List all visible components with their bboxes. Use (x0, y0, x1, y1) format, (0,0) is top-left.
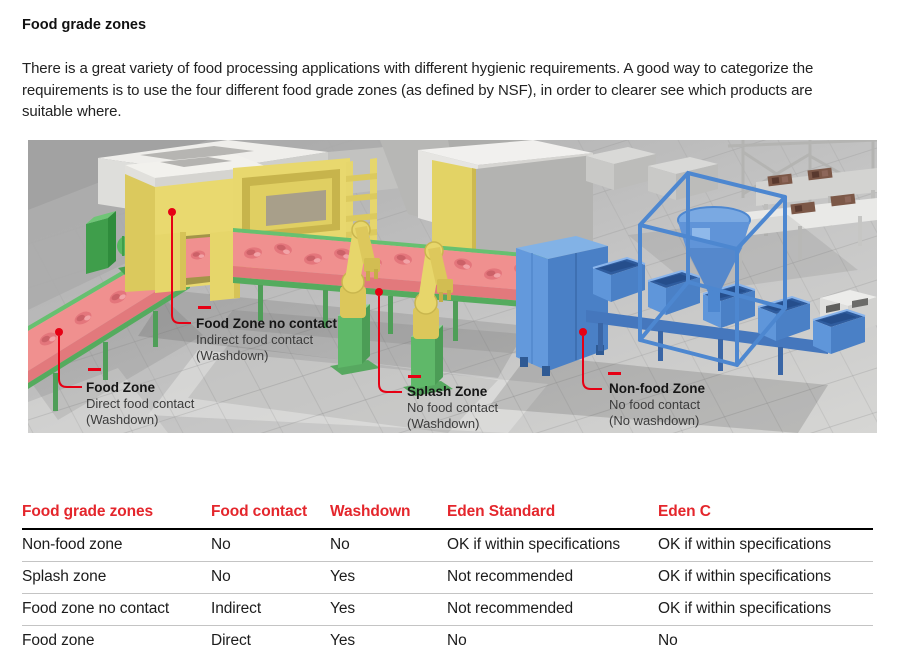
facility-figure (28, 140, 877, 433)
table-cell: Splash zone (22, 562, 211, 594)
table-row (22, 626, 873, 647)
table-cell: Non-food zone (22, 529, 211, 562)
intro-paragraph: There is a great variety of food processing applications with different hygienic requirements. A good way to categorize the requirements is to use the four different food grade zones (as defined by NSF), in order to clearer see which products are suitable where. (22, 60, 814, 120)
table-cell: Indirect (211, 594, 330, 626)
callout-line: Direct food contact (86, 396, 195, 411)
callout-line: (Washdown) (86, 412, 159, 427)
table-cell: OK if within specifications (658, 562, 873, 594)
callout-line: Indirect food contact (196, 332, 314, 347)
table-cell: Yes (330, 562, 447, 594)
table-cell: No (211, 562, 330, 594)
column-header: Eden C (658, 503, 873, 529)
callout-label-food-zone (86, 380, 194, 428)
callout-title: Food Zone (86, 380, 155, 395)
column-header: Eden Standard (447, 503, 658, 529)
table-cell: Yes (330, 632, 355, 647)
callout-line: (Washdown) (407, 416, 480, 431)
column-header: Food contact (211, 503, 330, 529)
callout-label-splash-zone (407, 384, 498, 432)
column-header: Food grade zones (22, 503, 211, 529)
callout-line: (Washdown) (196, 348, 269, 363)
table-cell: Food zone no contact (22, 594, 211, 626)
table-cell: Not recommended (447, 594, 658, 626)
callout-label-food-zone-no-contact (196, 316, 337, 364)
table-cell: OK if within specifications (447, 529, 658, 562)
table-cell: Yes (330, 594, 447, 626)
table-row (22, 529, 873, 562)
callout-line: (No washdown) (609, 413, 700, 428)
table-row (22, 562, 873, 594)
table-cell: OK if within specifications (658, 594, 873, 626)
table-cell: No (211, 529, 330, 562)
table-cell: No (447, 632, 467, 647)
table-cell: Direct (211, 632, 251, 647)
table-cell: No (658, 632, 678, 647)
column-header: Washdown (330, 503, 447, 529)
table-row (22, 594, 873, 626)
table-cell: Not recommended (447, 562, 658, 594)
callout-line: No food contact (407, 400, 499, 415)
food-grade-zones-table (22, 503, 873, 647)
table-cell: OK if within specifications (658, 529, 873, 562)
table-cell: Food zone (22, 632, 95, 647)
callout-label-non-food-zone (609, 381, 705, 429)
table-cell: No (330, 529, 447, 562)
page-title: Food grade zones (22, 17, 147, 33)
callout-title: Splash Zone (407, 384, 488, 399)
callout-title: Food Zone no contact (196, 316, 337, 331)
callout-title: Non-food Zone (609, 381, 705, 396)
callout-line: No food contact (609, 397, 701, 412)
table-header-row (22, 503, 873, 529)
